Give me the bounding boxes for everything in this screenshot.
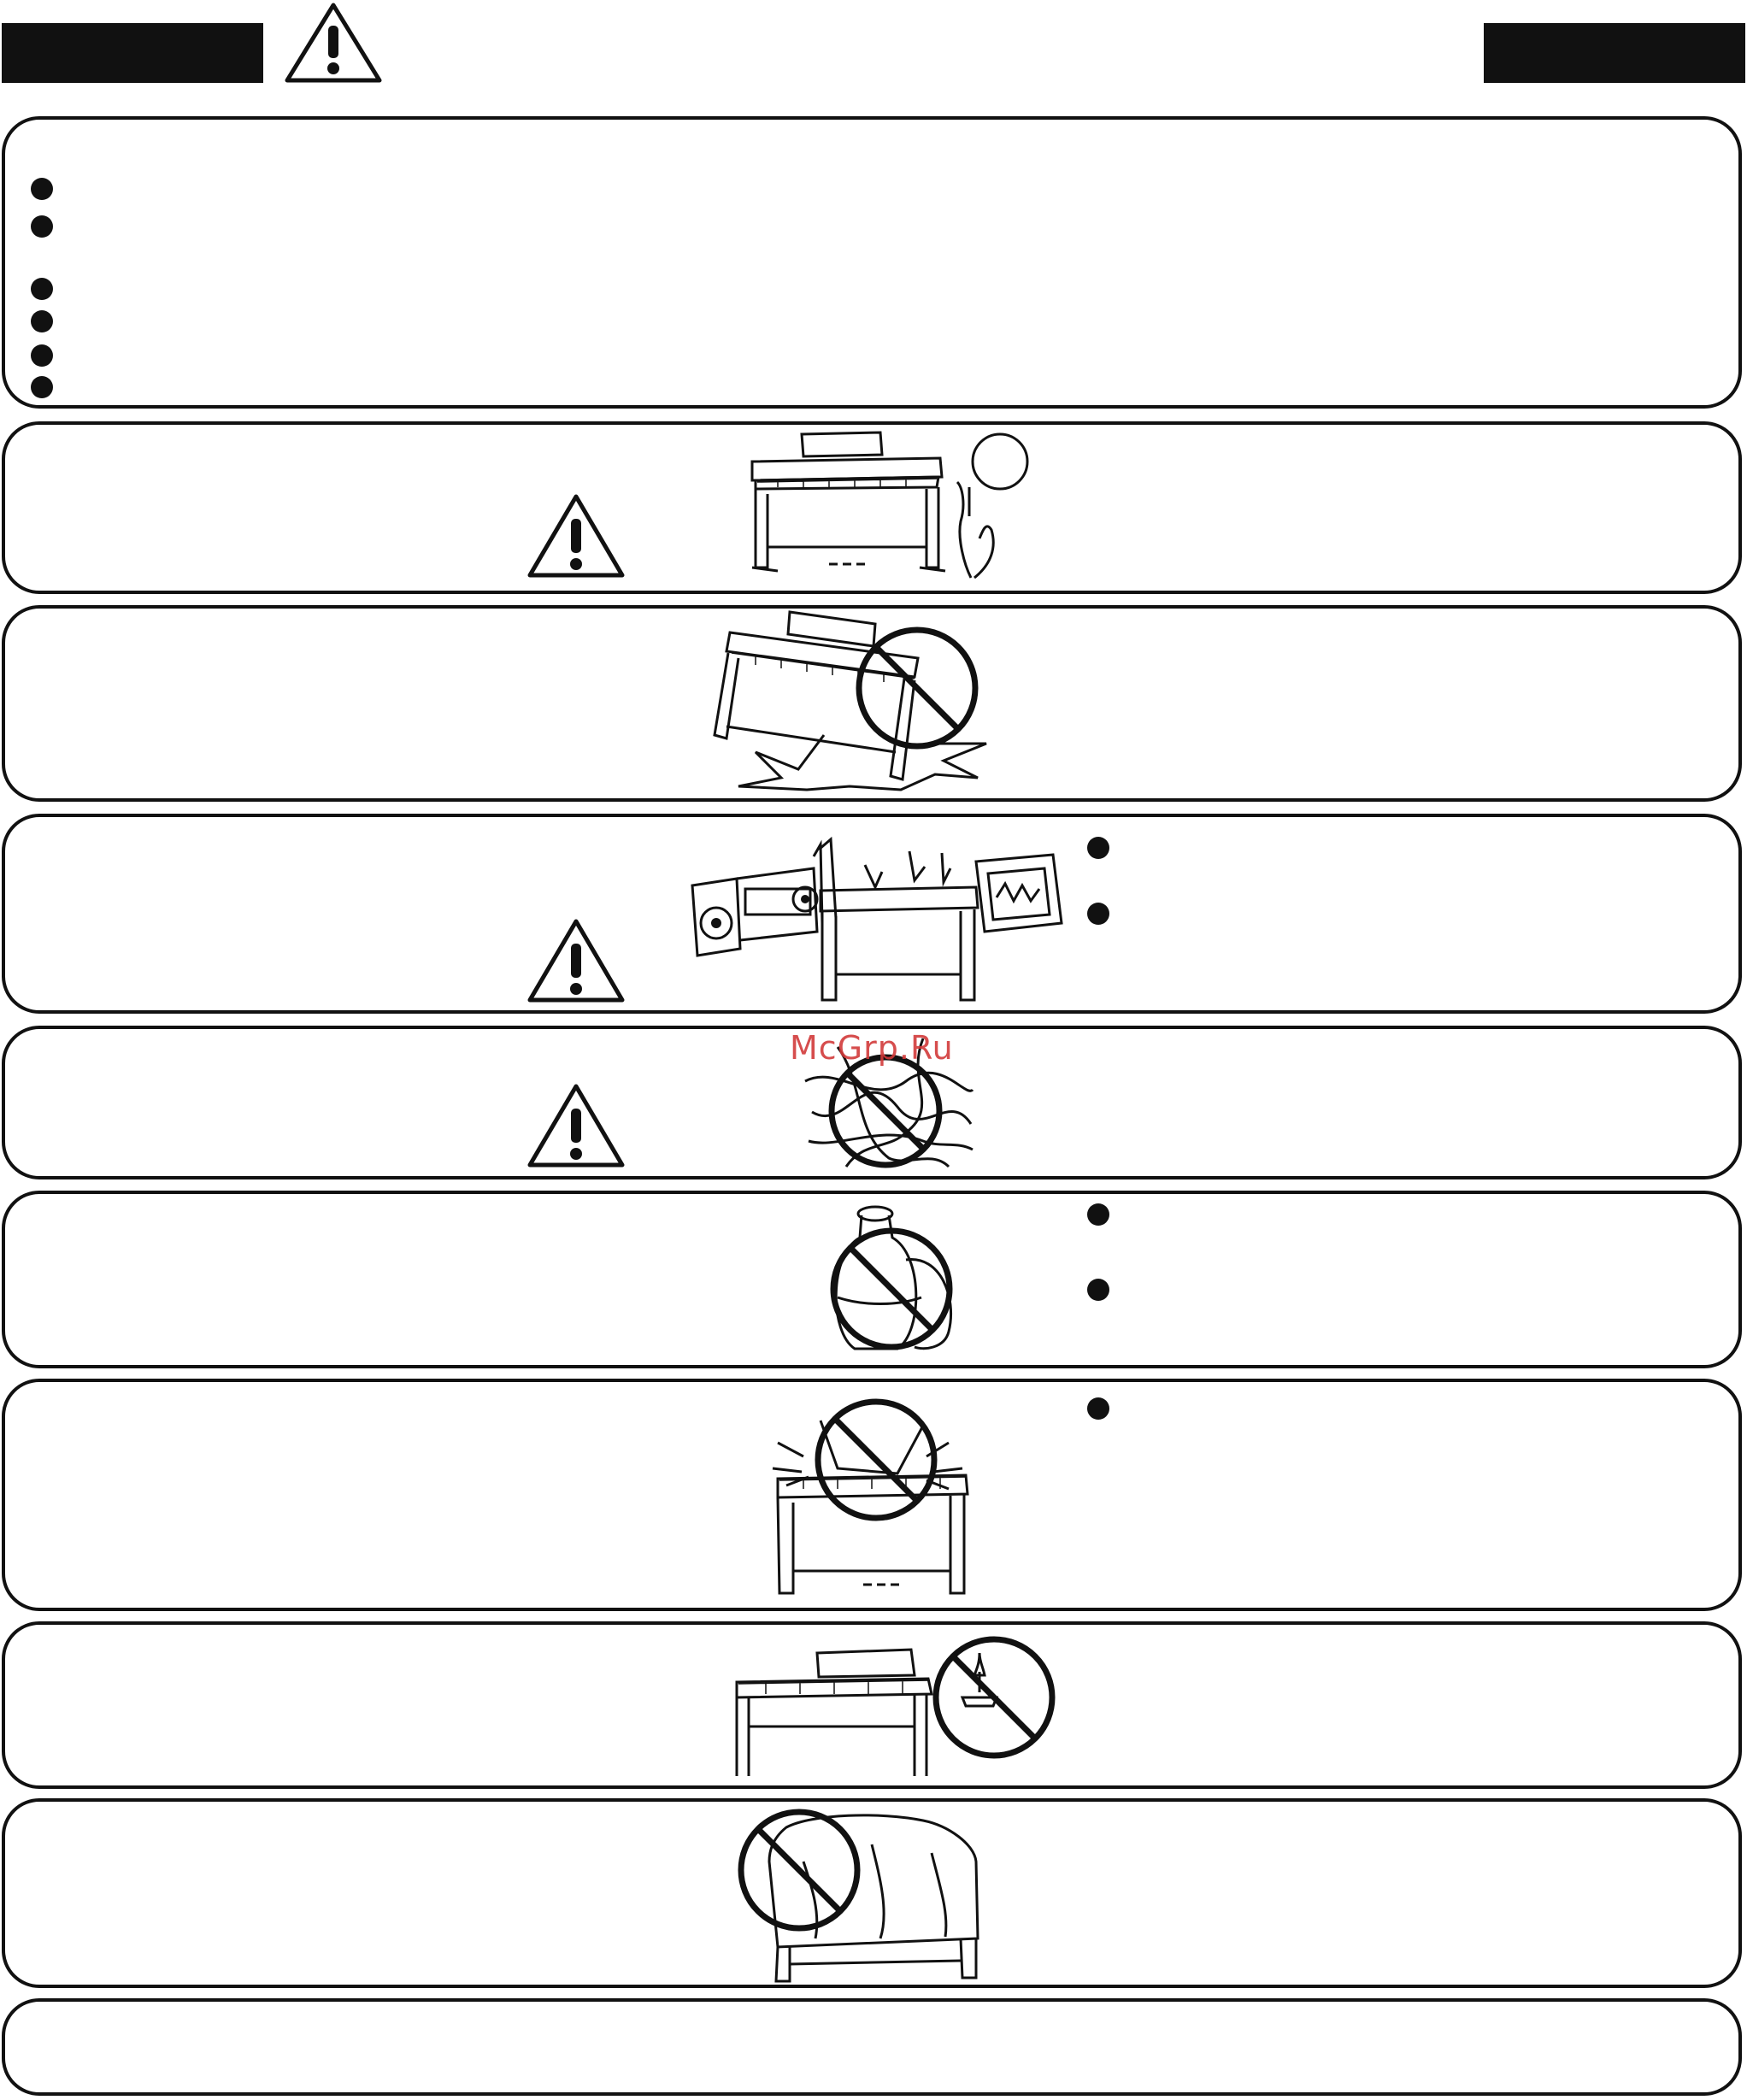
bullet xyxy=(31,178,53,200)
prohibited-icon xyxy=(826,1051,945,1171)
piano-icon xyxy=(744,427,1051,585)
warning-triangle-icon xyxy=(525,491,627,581)
bullet xyxy=(31,344,53,367)
bullet xyxy=(31,278,53,300)
warning-triangle-icon xyxy=(282,0,385,85)
bullet xyxy=(1087,1279,1109,1301)
bullet xyxy=(1087,1203,1109,1226)
header-left-tab xyxy=(2,23,263,83)
footer-panel xyxy=(2,1998,1742,2096)
bullet xyxy=(31,215,53,238)
general-notes-panel xyxy=(2,116,1742,409)
bullet xyxy=(31,376,53,398)
prohibited-icon xyxy=(930,1633,1058,1762)
bullet xyxy=(1087,903,1109,925)
prohibited-icon xyxy=(827,1225,956,1353)
warning-triangle-icon xyxy=(525,916,627,1006)
stereo-icon xyxy=(685,829,1087,1009)
prohibited-icon xyxy=(812,1396,940,1524)
prohibited-icon xyxy=(735,1806,863,1934)
bullet xyxy=(31,310,53,332)
warning-triangle-icon xyxy=(525,1081,627,1171)
prohibited-icon xyxy=(853,624,981,752)
header-right-tab xyxy=(1484,23,1745,83)
watermark: McGrp.Ru xyxy=(790,1029,954,1067)
bullet xyxy=(1087,837,1109,859)
bullet xyxy=(1087,1397,1109,1420)
